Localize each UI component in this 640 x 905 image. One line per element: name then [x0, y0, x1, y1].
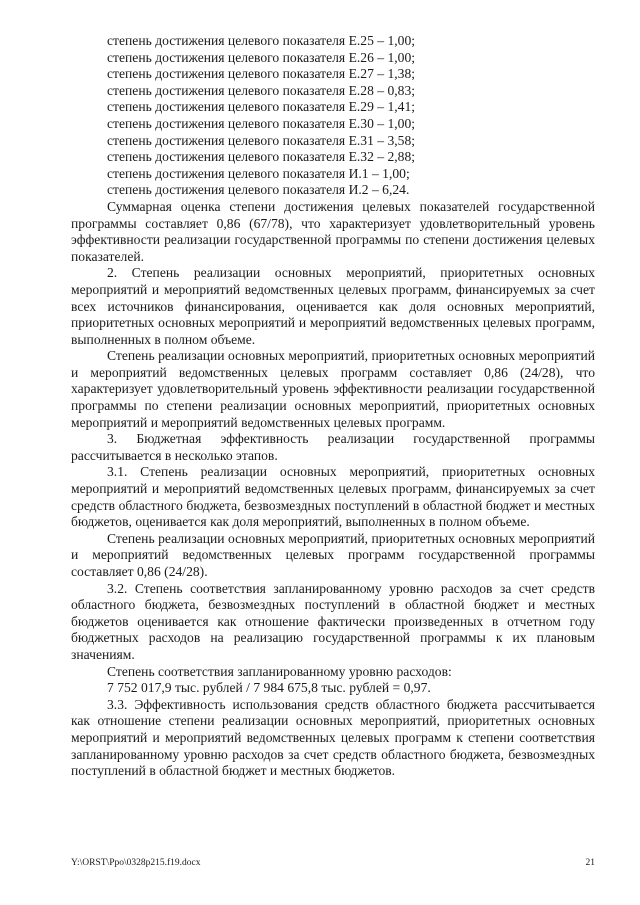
paragraph-section-3-1: 3.1. Степень реализации основных мероприятий, приоритетных основных мероприятий и мероприятий ведомственных целевых программ, финансируемых за счет средств областного бюджета, безвозмездных поступлений в областной бюджет и местных бюджетов, оценивается как доля мероприятий, выполненных в полном объеме.: [71, 464, 595, 530]
paragraph-implementation-degree: Степень реализации основных мероприятий, приоритетных основных мероприятий и мероприятий ведомственных целевых программ составляет 0,86 (24/28), что характеризует удовлетворительный уровень эффективности реализации государственной программы по степени реализации основных мероприятий, приоритетных основных мероприятий и мероприятий ведомственных целевых программ.: [71, 348, 595, 430]
paragraph-implementation-result: Степень реализации основных мероприятий, приоритетных основных мероприятий и мероприятий ведомственных целевых программ государственной программы составляет 0,86 (24/28).: [71, 530, 595, 579]
page-number: 21: [585, 858, 595, 868]
indicator-line: степень достижения целевого показателя Е.26 – 1,00;: [107, 49, 416, 65]
document-body: [71, 33, 595, 780]
paragraph-section-2: 2. Степень реализации основных мероприятий, приоритетных основных мероприятий и мероприятий ведомственных целевых программ, финансируемых за счет всех источников финансирования, оценивается как доля основных мероприятий, приоритетных основных мероприятий и мероприятий ведомственных целевых программ, выполненных в полном объеме.: [71, 265, 595, 347]
indicator-line: степень достижения целевого показателя Е.30 – 1,00;: [107, 115, 416, 131]
indicator-line: степень достижения целевого показателя И.2 – 6,24.: [107, 182, 410, 198]
paragraph-expense-heading: Степень соответствия запланированному уровню расходов:: [107, 663, 452, 679]
paragraph-section-3-2: 3.2. Степень соответствия запланированному уровню расходов за счет средств областного бюджета, безвозмездных поступлений в областной бюджет и местных бюджетов оценивается как отношение фактически произведенных в отчетном году бюджетных расходов на реализацию государственной программы к их плановым значениям.: [71, 580, 595, 662]
paragraph-section-3-3: 3.3. Эффективность использования средств областного бюджета рассчитывается как отношение степени реализации основных мероприятий, приоритетных основных мероприятий и мероприятий ведомственных целевых программ к степени соответствия запланированному уровню расходов за счет средств областного бюджета, безвозмездных поступлений в областной бюджет и местных бюджетов.: [71, 696, 595, 779]
indicator-line: степень достижения целевого показателя Е.32 – 2,88;: [107, 149, 416, 165]
paragraph-summary-score: Суммарная оценка степени достижения целевых показателей государственной программы составляет 0,86 (67/78), что характеризует удовлетворительный уровень эффективности реализации государственной программы по степени достижения целевых показателей.: [71, 198, 595, 264]
page-footer: [71, 856, 595, 870]
indicator-line: степень достижения целевого показателя Е.31 – 3,58;: [107, 132, 416, 148]
paragraph-section-3: 3. Бюджетная эффективность реализации государственной программы рассчитывается в несколько этапов.: [71, 431, 595, 463]
paragraph-expense-formula: 7 752 017,9 тыс. рублей / 7 984 675,8 тыс. рублей = 0,97.: [107, 680, 431, 696]
indicator-line: степень достижения целевого показателя Е.25 – 1,00;: [107, 33, 416, 48]
indicator-line: степень достижения целевого показателя Е.27 – 1,38;: [107, 66, 416, 82]
file-path: Y:\ORST\Ppo\0328p215.f19.docx: [71, 858, 201, 868]
indicator-line: степень достижения целевого показателя Е.29 – 1,41;: [107, 99, 416, 115]
indicator-line: степень достижения целевого показателя И.1 – 1,00;: [107, 165, 410, 181]
indicator-line: степень достижения целевого показателя Е.28 – 0,83;: [107, 82, 416, 98]
